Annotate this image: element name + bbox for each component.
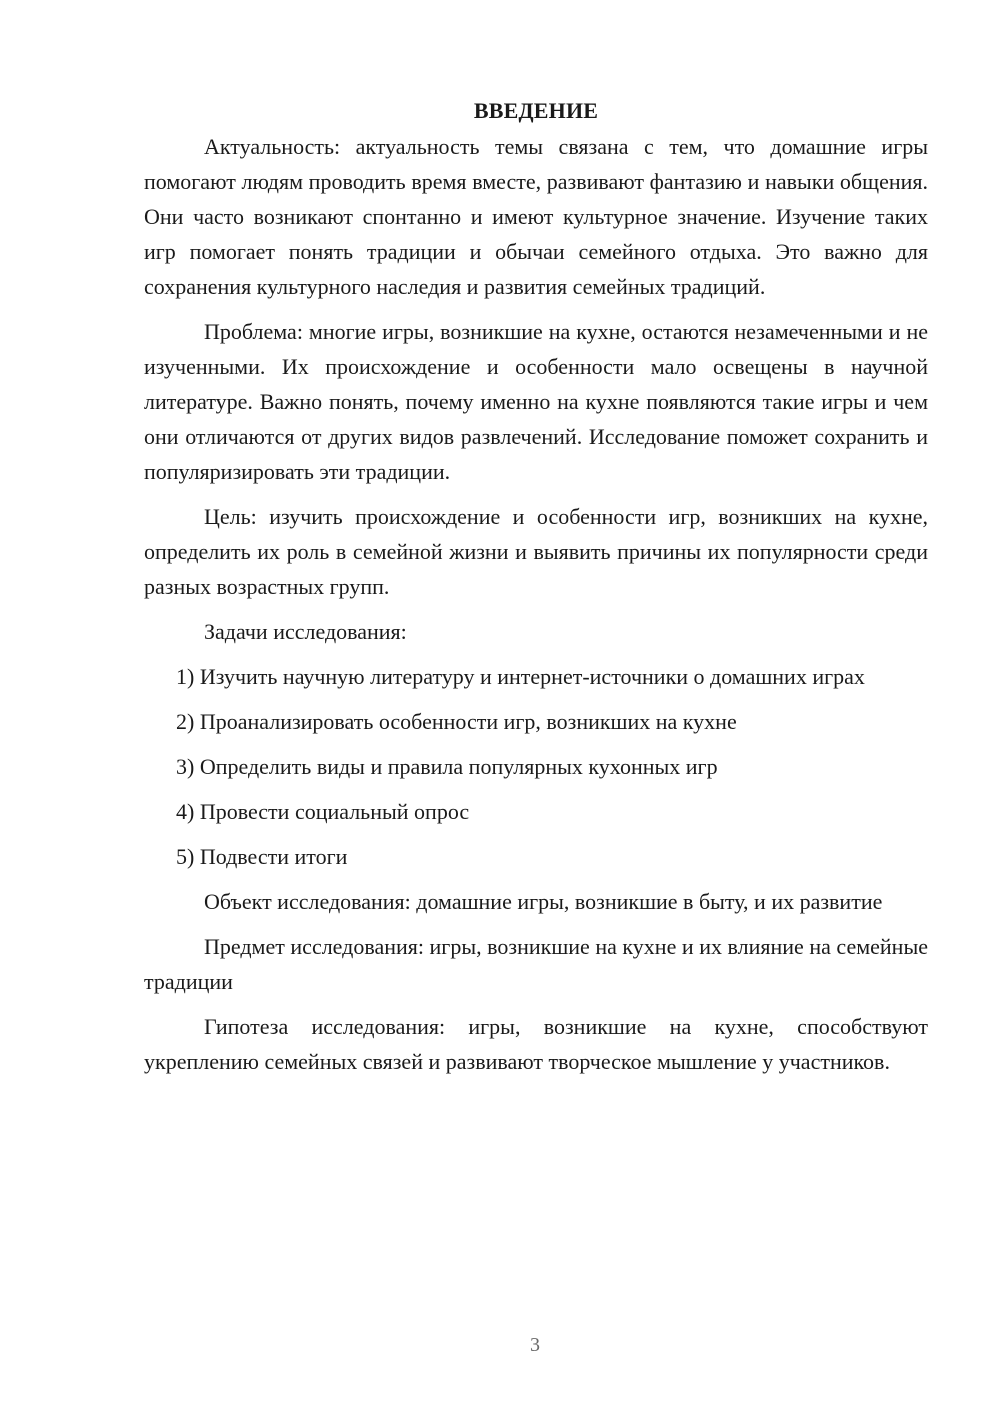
subject-paragraph: Предмет исследования: игры, возникшие на кухне и их влияние на семейные традиции [144,934,928,994]
hypothesis-paragraph: Гипотеза исследования: игры, возникшие на кухне, способствуют укреплению семейных связей и развивают творческое мышление у участников. [144,1014,928,1074]
task-item: 2) Проанализировать особенности игр, возникших на кухне [176,709,737,734]
task-item: 1) Изучить научную литературу и интернет-источники о домашних играх [176,664,865,689]
task-item: 3) Определить виды и правила популярных кухонных игр [176,754,718,779]
task-item: 4) Провести социальный опрос [176,799,470,824]
tasks-heading: Задачи исследования: [204,619,407,644]
section-heading: ВВЕДЕНИЕ [473,98,599,123]
relevance-paragraph: Актуальность: актуальность темы связана с тем, что домашние игры помогают людям проводить время вместе, развивают фантазию и навыки общения. Они часто возникают спонтанно и имеют культурное значение. Изучение таких игр помогает понять традиции и обычаи семейного отдыха. Это важно для сохранения культурного наследия и развития семейных традиций. [144,134,928,299]
object-paragraph: Объект исследования: домашние игры, возникшие в быту, и их развитие [204,889,883,914]
page-number: 3 [530,1334,540,1356]
goal-paragraph: Цель: изучить происхождение и особенности игр, возникших на кухне, определить их роль в семейной жизни и выявить причины их популярности среди разных возрастных групп. [144,504,928,599]
document-page [144,96,928,1088]
task-item: 5) Подвести итоги [176,844,348,869]
problem-paragraph: Проблема: многие игры, возникшие на кухне, остаются незамеченными и не изученными. Их происхождение и особенности мало освещены в научной литературе. Важно понять, почему именно на кухне появляются такие игры и чем они отличаются от других видов развлечений. Исследование поможет сохранить и популяризировать эти традиции. [144,319,928,484]
